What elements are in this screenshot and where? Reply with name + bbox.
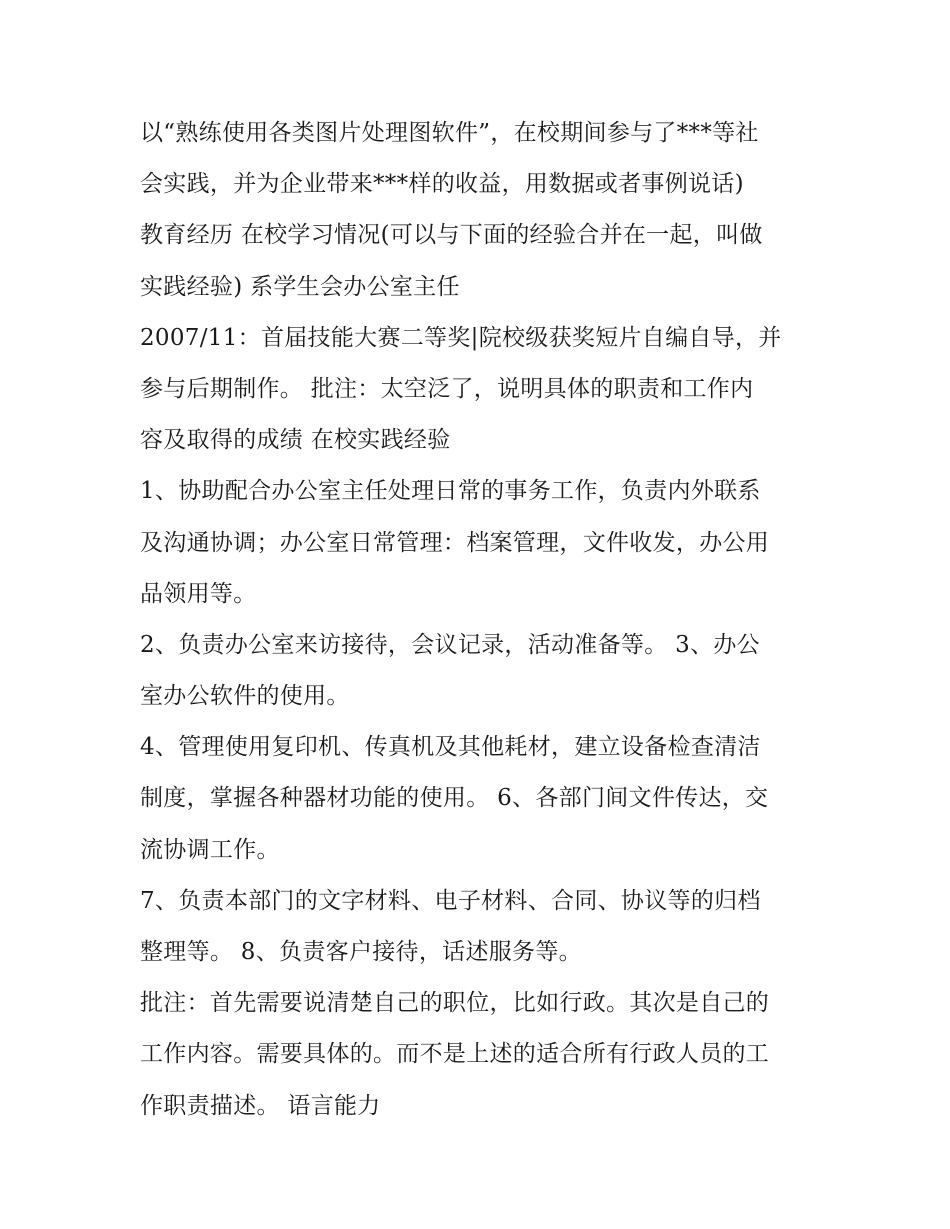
text-line: 以“熟练使用各类图片处理图软件”，在校期间参与了***等社: [140, 120, 759, 146]
text-line: 2、负责办公室来访接待，会议记录，活动准备等。 3、办公: [140, 631, 760, 658]
text-line: 2007/11：首届技能大赛二等奖|院校级获奖短片自编自导，并: [140, 324, 782, 351]
text-line: 容及取得的成绩 在校实践经验: [140, 427, 451, 454]
text-line: 7、负责本部门的文字材料、电子材料、合同、协议等的归档: [140, 887, 761, 914]
text-line: 流协调工作。: [140, 836, 280, 863]
text-line: 及沟通协调；办公室日常管理：档案管理，文件收发，办公用: [140, 529, 770, 556]
text-line: 会实践，并为企业带来***样的收益，用数据或者事例说话): [140, 171, 744, 198]
text-line: 工作内容。需要具体的。而不是上述的适合所有行政人员的工: [140, 1041, 770, 1068]
text-line: 1、协助配合办公室主任处理日常的事务工作，负责内外联系: [140, 478, 761, 505]
text-line: 批注：首先需要说清楚自己的职位，比如行政。其次是自己的: [140, 990, 770, 1017]
text-line: 制度，掌握各种器材功能的使用。 6、各部门间文件传达，交: [140, 785, 769, 812]
text-line: 参与后期制作。 批注：太空泛了，说明具体的职责和工作内: [140, 375, 754, 402]
text-line: 作职责描述。 语言能力: [140, 1092, 381, 1119]
text-line: 整理等。 8、负责客户接待，话述服务等。: [140, 939, 582, 965]
text-line: 教育经历 在校学习情况(可以与下面的经验合并在一起，叫做: [140, 222, 763, 249]
document-body: [140, 108, 820, 1132]
text-line: 室办公软件的使用。: [140, 683, 350, 710]
text-line: 实践经验) 系学生会办公室主任: [140, 273, 460, 300]
text-line: 4、管理使用复印机、传真机及其他耗材，建立设备检查清洁: [140, 734, 761, 761]
text-line: 品领用等。: [140, 580, 257, 607]
